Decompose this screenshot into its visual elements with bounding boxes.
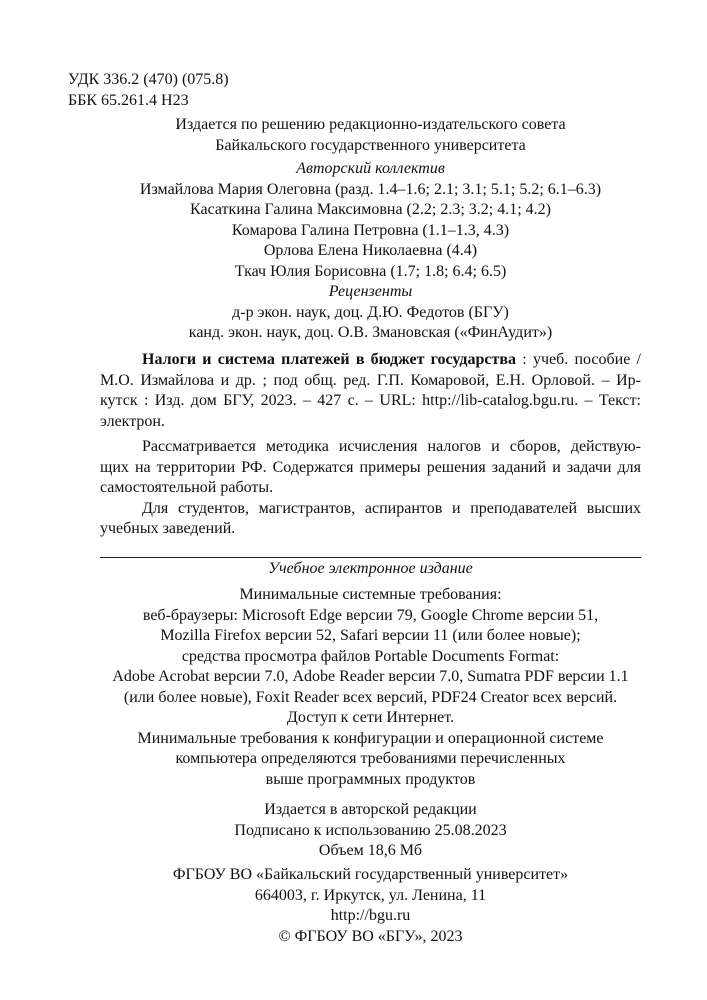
bibliographic-citation (100, 350, 641, 432)
annotation-line: самостоятельной работы. (100, 479, 274, 496)
publisher-info (100, 865, 641, 947)
council-line: Издается по решению редакционно-издательского совета (175, 116, 566, 133)
publishing-info (100, 800, 641, 862)
annotation-line: Рассматривается методика исчисления налогов и сборов, действую- (142, 438, 641, 455)
requirements-line: компьютера определяются требованиями перечисленных (175, 750, 566, 767)
publishing-line: Подписано к использованию 25.08.2023 (234, 821, 507, 839)
requirements-line: Минимальные требования к конфигурации и операционной системе (137, 729, 604, 747)
separator-rule (100, 557, 641, 558)
system-requirements (100, 585, 641, 790)
citation-line: М.О. Измайлова и др. ; под общ. ред. Г.П. Комаровой, Е.Н. Орловой. – Ир- (100, 371, 641, 389)
requirements-line: Доступ к сети Интернет. (286, 709, 455, 726)
author-line: Измайлова Мария Олеговна (разд. 1.4–1.6; 2.1; 3.1; 5.1; 5.2; 6.1–6.3) (139, 180, 602, 198)
publication-council-note (100, 115, 641, 156)
edition-type-label: Учебное электронное издание (268, 560, 473, 577)
author-line: Орлова Елена Николаевна (4.4) (263, 242, 478, 259)
citation-line (100, 350, 641, 371)
council-line: Байкальского государственного университета (215, 136, 526, 154)
annotation-line: Для студентов, магистрантов, аспирантов и преподавателей высших (142, 499, 641, 517)
citation-line: кутск : Изд. дом БГУ, 2023. – 427 с. – URL: http://lib-catalog.bgu.ru. – Текст: (100, 392, 641, 409)
classification-codes (68, 70, 368, 111)
publishing-line: Объем 18,6 Мб (318, 842, 423, 859)
bbk-code: ББК 65.261.4 Н23 (68, 91, 189, 109)
annotation-line: щих на территории РФ. Содержатся примеры решения заданий и задачи для (100, 458, 641, 476)
publisher-address: 664003, г. Иркутск, ул. Ленина, 11 (254, 886, 487, 904)
annotation-line: учебных заведений. (100, 520, 236, 537)
author-line: Касаткина Галина Максимовна (2.2; 2.3; 3.2; 4.1; 4.2) (190, 201, 551, 218)
reviewers-heading: Рецензенты (328, 283, 413, 300)
requirements-line: Mozilla Firefox версии 52, Safari версии 11 (или более новые); (160, 627, 581, 644)
citation-type: : учеб. пособие / (516, 351, 642, 368)
author-line: Ткач Юлия Борисовна (1.7; 1.8; 6.4; 6.5) (234, 262, 507, 280)
publisher-name: ФГБОУ ВО «Байкальский государственный университет» (172, 866, 569, 883)
requirements-line: Adobe Acrobat версии 7.0, Adobe Reader версии 7.0, Sumatra PDF версии 1.1 (112, 668, 629, 685)
citation-line: электрон. (100, 412, 165, 430)
reviewer-line: д-р экон. наук, доц. Д.Ю. Федотов (БГУ) (232, 303, 509, 321)
authors-section (100, 159, 641, 282)
udk-code: УДК 336.2 (470) (075.8) (68, 71, 229, 88)
copyright-line: © ФГБОУ ВО «БГУ», 2023 (278, 927, 463, 945)
book-title: Налоги и система платежей в бюджет государства (142, 351, 517, 368)
reviewers-section (100, 282, 641, 344)
requirements-line: выше программных продуктов (265, 770, 476, 788)
requirements-line: (или более новые), Foxit Reader всех версий, PDF24 Creator всех версий. (123, 688, 618, 706)
publishing-line: Издается в авторской редакции (264, 801, 477, 818)
reviewer-line: канд. экон. наук, доц. О.В. Змановская («ФинАудит») (188, 324, 553, 341)
annotation (100, 437, 641, 540)
edition-type (100, 559, 641, 580)
requirements-line: Минимальные системные требования: (239, 586, 502, 603)
author-line: Комарова Галина Петровна (1.1–1.3, 4.3) (231, 221, 510, 239)
requirements-line: веб-браузеры: Microsoft Edge версии 79, Google Chrome версии 51, (142, 606, 599, 624)
publisher-website: http://bgu.ru (330, 907, 411, 924)
authors-heading: Авторский коллектив (296, 160, 445, 177)
requirements-line: средства просмотра файлов Portable Documents Format: (181, 647, 560, 665)
